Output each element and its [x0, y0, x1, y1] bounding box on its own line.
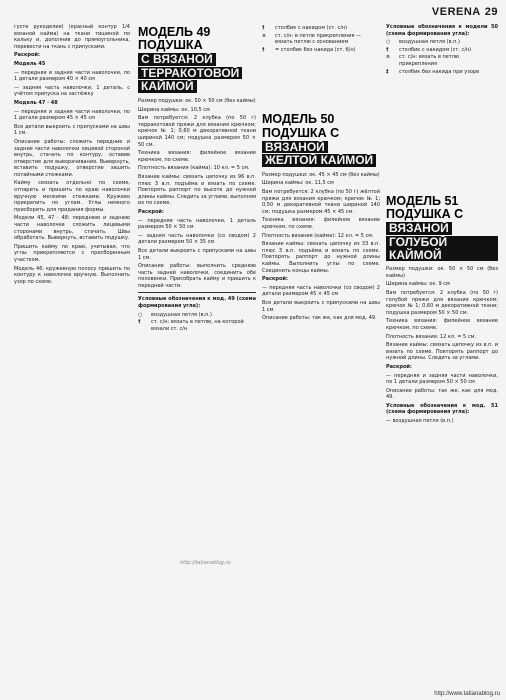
paragraph: Все детали выкроить с припусками на швы 1 см.	[138, 247, 256, 261]
section-heading: Раскрой:	[386, 363, 412, 370]
paragraph: Размер подушки: ок. 50 × 50 см (без каймы)	[138, 98, 256, 105]
paragraph: Вязание каймы: связать цепочку из 33 в.п. плюс 3 в.п. подъёма и вязать по схеме. Повторять раппорт до нужной длины каймы. Выполнить углы по схеме. Соединить концы каймы.	[262, 241, 380, 274]
model-51-title: МОДЕЛЬ 51 ПОДУШКА С ВЯЗАНОЙ ГОЛУБОЙ КАЙМОЙ	[386, 195, 498, 261]
section-heading: Раскрой:	[262, 276, 288, 283]
paragraph: — задняя часть наволочки, 1 деталь, с учётом припуска на застёжку	[14, 84, 130, 98]
page-number: 29	[484, 6, 498, 18]
column-4	[386, 24, 498, 696]
column-1	[14, 24, 130, 696]
paragraph: — передняя и задняя части наволочки, по 1 детали размером 45 × 45 см	[14, 108, 130, 122]
paragraph: Кайму связать отдельно по схеме, отпарить и пришить по краю наволочки вручную мелкими стежками. Кружево прикрепить по углам. Углы немного присборить для придания формы.	[14, 180, 130, 213]
legend-item: † ст. с/н: вязать в петлю, на которой вязали ст. с/н	[138, 319, 244, 332]
legend-item: † = столбик без накида (ст. б/н)	[262, 46, 356, 53]
paragraph: Техника вязания: филейное вязание крючком, по схеме.	[262, 217, 380, 230]
watermark: http://tatianablog.ru	[180, 560, 231, 566]
legend-title: Условные обозначения к мод. 49 (схема формирования угла):	[138, 296, 256, 310]
brand-name: VERENA	[431, 6, 481, 18]
paragraph: Вам потребуется: 2 клубка (по 50 г) терракотовой пряжи для вязания крючком; крючок № 1; 0,60 м декоративной ткани шириной 140 см; подушка размером 50 × 50 см.	[138, 115, 256, 148]
model-label: Модель 45	[14, 60, 46, 67]
model-49-title: МОДЕЛЬ 49 ПОДУШКА С ВЯЗАНОЙ ТЕРРАКОТОВОЙ КАЙМОЙ	[138, 26, 256, 93]
stitch-symbol-icon: ∩	[386, 54, 391, 61]
column-3	[262, 24, 380, 696]
stitch-symbol-icon: ○	[138, 311, 143, 318]
section-heading: Раскрой:	[138, 208, 164, 215]
paragraph: Пришить кайму по краю, учитывая, что углы прикрепляются с присборенным участком.	[14, 243, 130, 263]
paragraph: Ширина каймы: ок. 10,5 см	[138, 106, 210, 113]
paragraph: Все детали выкроить с припусками на швы 1 см.	[262, 299, 380, 313]
paragraph: густе рукоделия) (красный контур 1/4 вязаной кайма) на ткани тишиной по кальку и, дополнив до прямоугольника, перевести на ткань с припусками.	[14, 24, 130, 50]
paragraph: Все детали выкроить с припусками на швы 1 см.	[14, 123, 130, 137]
legend-item: ○ воздушная петля (в.п.)	[138, 311, 212, 318]
paragraph: — передняя и задняя части наволочки, по 1 детали размером 50 × 50 см	[386, 372, 498, 386]
paragraph: Размер подушки: ок. 45 × 45 см (без каймы)	[262, 171, 380, 178]
paragraph: Описание работы: выполнить среднюю часть задней наволочки, соединить обе половинки. Присобрать кайму и пришить к передней части.	[138, 263, 256, 289]
stitch-symbol-icon: ○	[386, 39, 391, 46]
paragraph: Вязание каймы: связать цепочку из в.п. и вязать по схеме. Повторять раппорт до нужной длины. Следить за углами.	[386, 342, 498, 362]
paragraph: Техника вязания: филейное вязание крючком, по схеме.	[386, 318, 498, 331]
legend-item: ∩ ст. с/н: вязать в петлю прикрепления	[386, 54, 460, 67]
divider	[138, 292, 256, 293]
stitch-symbol-icon: †	[262, 25, 265, 31]
paragraph: Вам потребуется: 2 клубка (по 50 г) жёлтой пряжи для вязания крючком; крючок № 1; 0,50 м декоративной ткани шириной 140 см; подушка размером 45 × 45 см.	[262, 189, 380, 215]
paragraph: Описание работы: так же, как для мод. 49.	[386, 387, 498, 401]
model-50-title: МОДЕЛЬ 50 ПОДУШКА С ВЯЗАНОЙ ЖЕЛТОЙ КАЙМОЙ	[262, 113, 380, 166]
paragraph: Плотность вязания: 12 кл. = 5 см.	[386, 333, 476, 340]
stitch-symbol-icon: †	[138, 319, 141, 326]
stitch-symbol-icon: ∩	[262, 32, 267, 39]
legend-item: † столбик с накидом (ст. с/н)	[262, 25, 348, 31]
page-header	[432, 6, 498, 18]
paragraph: Техника вязания: филейное вязание крючком, по схеме.	[138, 150, 256, 163]
section-heading: Раскрой:	[14, 52, 40, 59]
legend-item: ○ воздушная петля (в.п.)	[386, 39, 460, 46]
paragraph: — воздушная петля (в.п.)	[386, 418, 454, 425]
paragraph: Описание работы: так же, как для мод. 49.	[262, 315, 377, 322]
paragraph: — задняя часть наволочки (со сводом) 2 детали размером 50 × 35 см	[138, 232, 256, 246]
legend-title: Условные обозначения к мод. 51 (схема формирования угла):	[386, 402, 498, 416]
paragraph: Вам потребуется: 2 клубка (по 50 г) голубой пряжи для вязания крючком; крючок № 1; 0,60 м декоративной ткани; подушка размером 50 × 50 см.	[386, 289, 498, 316]
legend-item: ‡ столбик без накида при узоре	[386, 68, 480, 75]
stitch-symbol-icon: †	[262, 46, 265, 53]
paragraph: Плотность вязания (кайма): 12 кл. = 5 см.	[262, 232, 374, 239]
legend-title: Условные обозначения к модели 50 (схема формирования угла):	[386, 24, 498, 37]
legend-item: ∩ ст. с/н: в петле прикрепления — вязать петлю с основанием	[262, 32, 362, 46]
paragraph: — передняя часть наволочки, 1 деталь размером 50 × 50 см	[138, 217, 256, 231]
paragraph: Модели 45, 47 · 48: переднюю и заднюю части наволочки сложить лицевыми сторонами внутрь, стачать. Швы обработать. Вывернуть, вставить подушку.	[14, 215, 130, 242]
footer-url[interactable]: http://www.tatianablog.ru	[434, 691, 500, 697]
column-2	[138, 24, 256, 696]
paragraph: Размер подушки: ок. 50 × 50 см (без каймы)	[386, 266, 498, 279]
paragraph: Вязание каймы: связать цепочку из 96 в.п. плюс 3 в.п. подъёма и вязать по схеме. Повторять раппорт по высоте до нужной длины каймы. Следить за углами, выполняя их по схеме.	[138, 173, 256, 207]
paragraph: Ширина каймы: ок. 9 см	[386, 281, 450, 288]
stitch-symbol-icon: ‡	[386, 68, 389, 75]
paragraph: Модель 46: кружевную полосу пришить по контуру к наволочке вручную. Выполнить узор по схеме.	[14, 265, 130, 285]
stitch-symbol-icon: †	[386, 46, 389, 53]
paragraph: — передняя часть наволочки (со сводом) 2 детали размером 45 × 45 см	[262, 284, 380, 298]
paragraph: Плотность вязания (кайма): 10 кл. = 5 см.	[138, 165, 250, 172]
legend-item: † столбик с накидом (ст. с/н)	[386, 46, 472, 53]
model-label: Модель 47 · 48	[14, 99, 58, 106]
paragraph: Ширина каймы: ок. 11,5 см	[262, 180, 334, 187]
paragraph: Описание работы: сложить передние и задние части наволочки лицевой стороной внутрь, стачать по контуру, оставив отверстие для выворачивания. Вывернуть, вставить подушку, отверстие зашить потайными стежками.	[14, 138, 130, 178]
paragraph: — передняя и задняя части наволочки, по 1 детали размером 40 × 40 см	[14, 69, 130, 83]
